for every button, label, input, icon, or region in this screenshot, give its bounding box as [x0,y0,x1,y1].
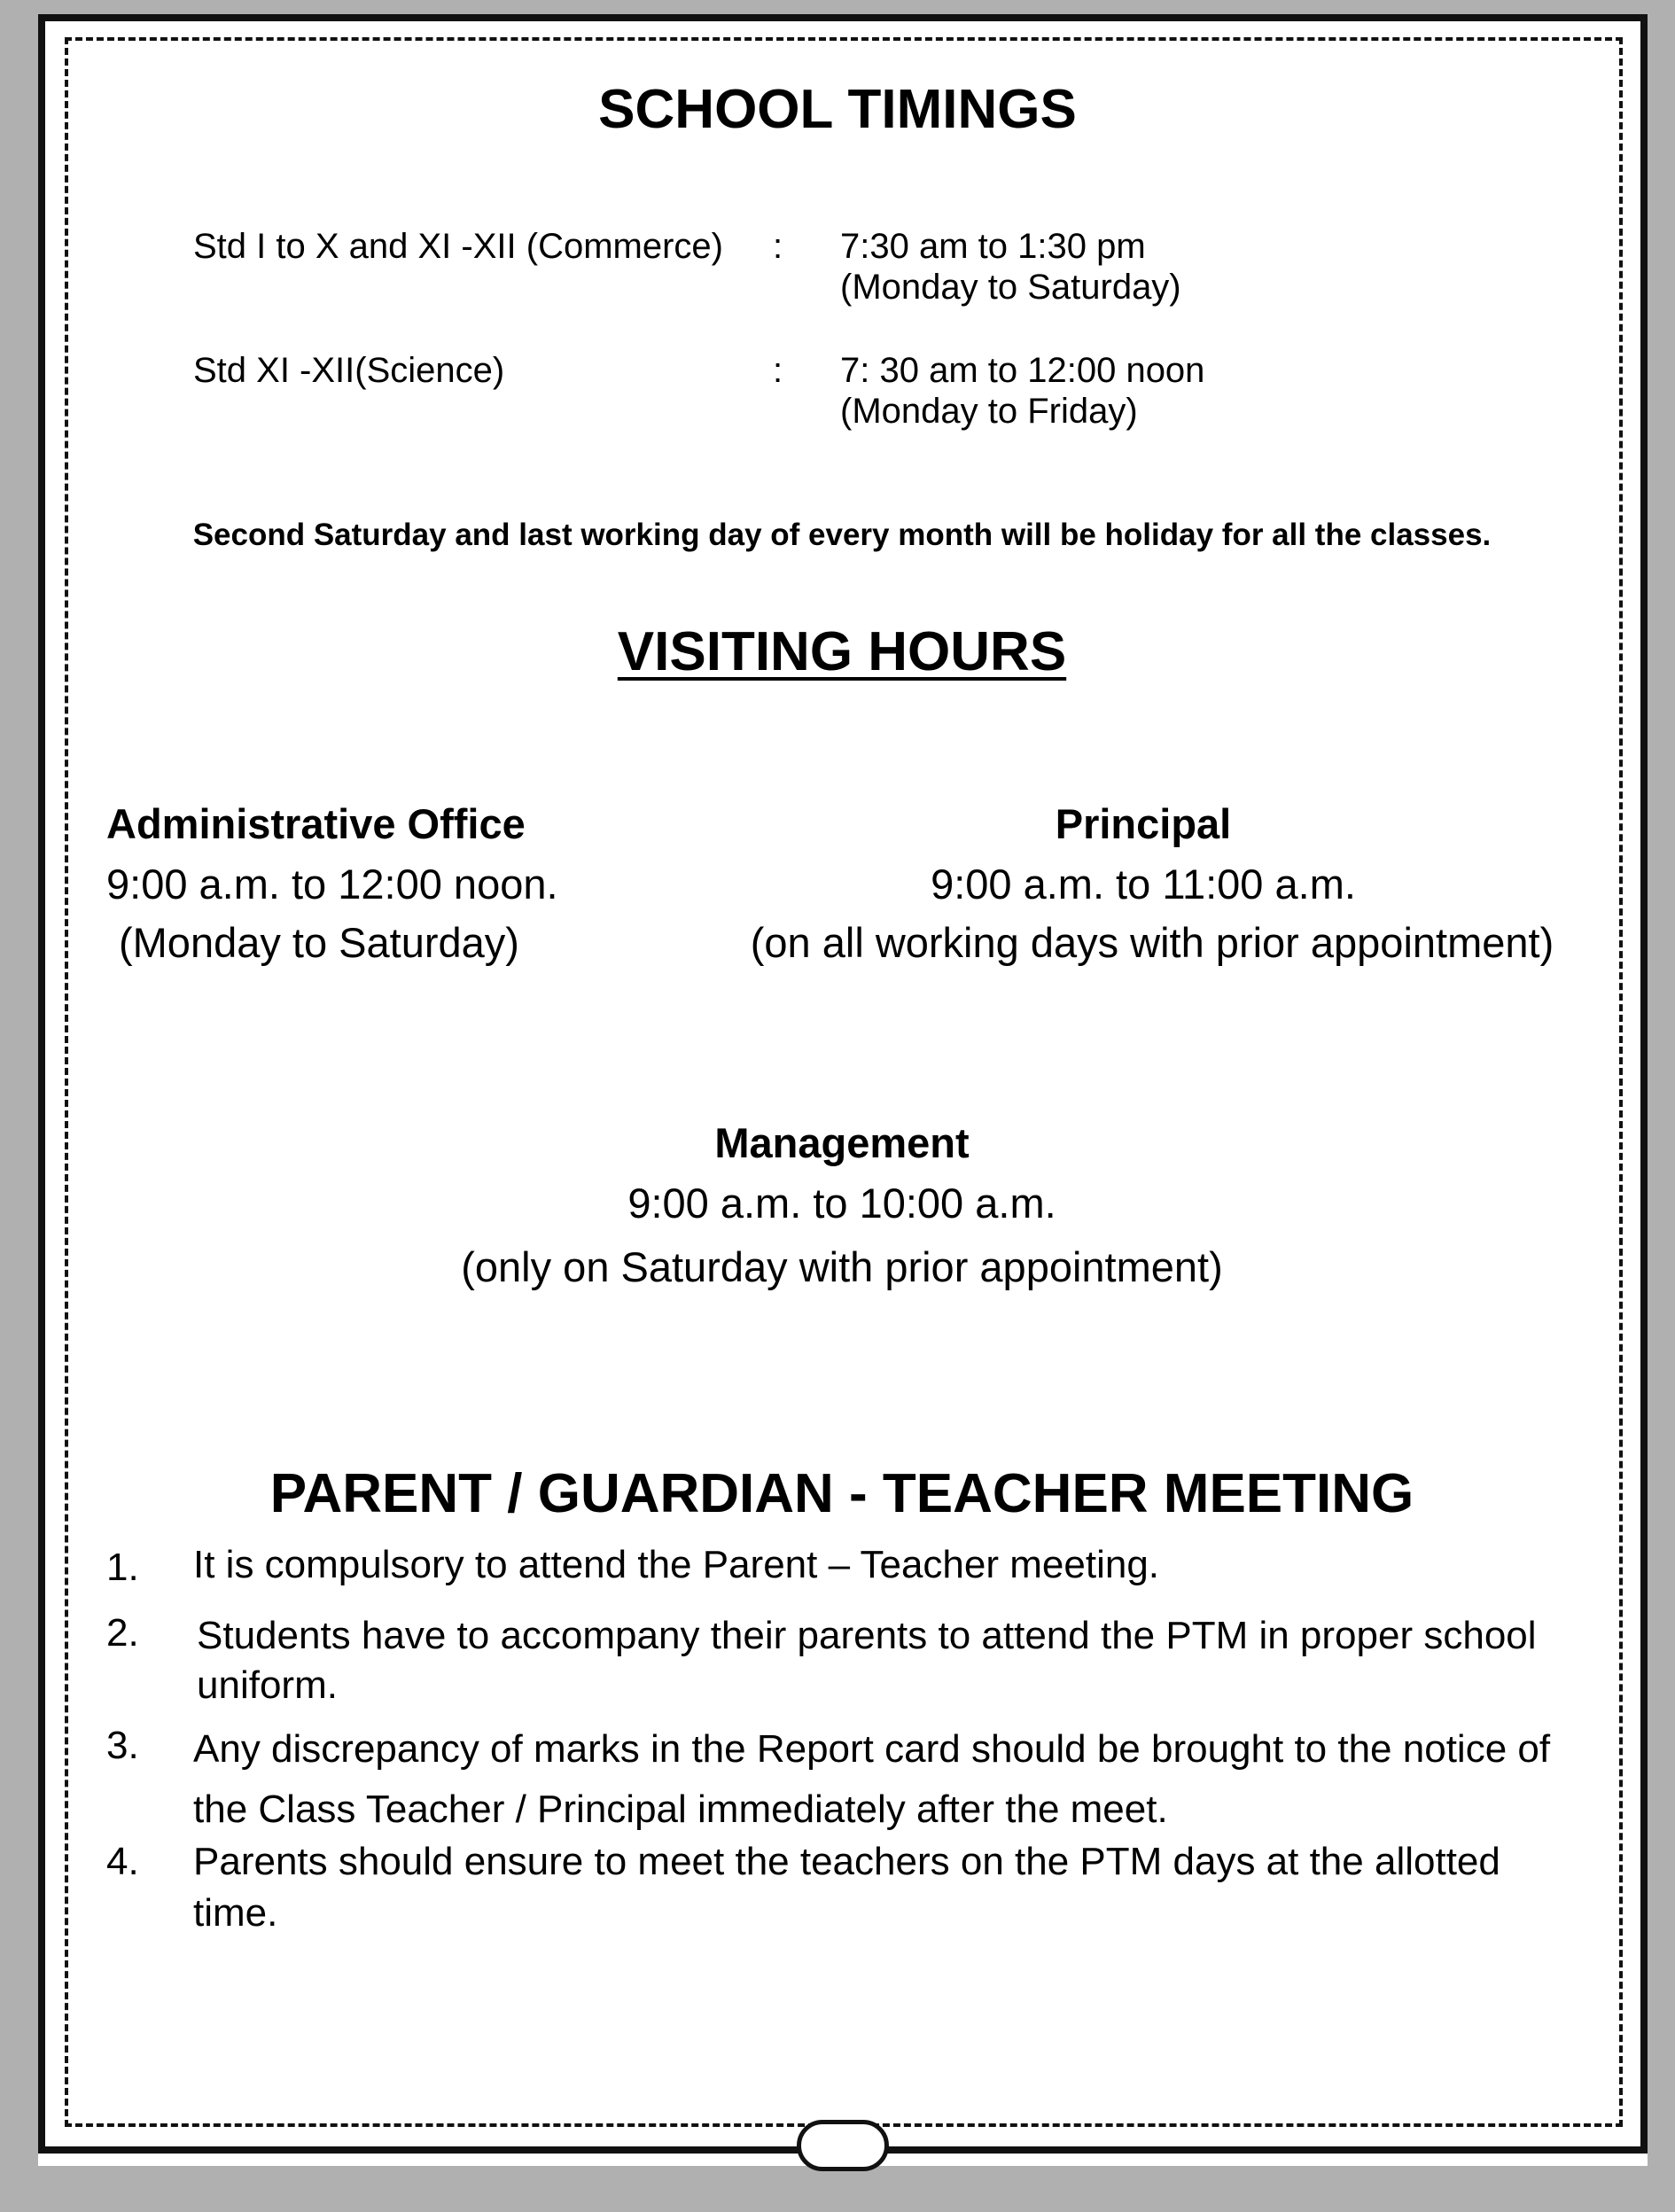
admin-office-heading: Administrative Office [106,800,526,847]
timing-row-2-label: Std XI -XII(Science) [193,351,505,390]
timing-row-1-separator: : [773,227,783,266]
ptm-item-1-text: It is compulsory to attend the Parent – Teacher meeting. [193,1543,1160,1586]
timing-row-1-days: (Monday to Saturday) [840,268,1181,307]
principal-days: (on all working days with prior appointment) [750,919,1554,966]
admin-office-time: 9:00 a.m. to 12:00 noon. [106,861,558,907]
ptm-item-4-number: 4. [106,1840,139,1883]
visiting-hours-title: VISITING HOURS [617,621,1067,682]
timing-row-2-time: 7: 30 am to 12:00 noon [840,351,1205,390]
principal-heading: Principal [1055,800,1232,847]
management-time: 9:00 a.m. to 10:00 a.m. [627,1180,1056,1227]
timing-row-2-separator: : [773,351,783,390]
ptm-title: PARENT / GUARDIAN - TEACHER MEETING [269,1463,1414,1524]
timing-row-1-label: Std I to X and XI -XII (Commerce) [193,227,723,266]
ptm-item-3-text: Any discrepancy of marks in the Report card should be brought to the notice of the Class Teacher / Principal immediately after the meet. [193,1727,1551,1831]
admin-office-days: (Monday to Saturday) [119,919,519,966]
principal-time: 9:00 a.m. to 11:00 a.m. [931,861,1356,907]
management-days: (only on Saturday with prior appointment) [461,1243,1223,1290]
ptm-item-3-number: 3. [106,1724,139,1767]
timing-row-1-time: 7:30 am to 1:30 pm [840,227,1146,266]
holiday-note: Second Saturday and last working day of every month will be holiday for all the classes. [192,518,1492,552]
school-timings-title: SCHOOL TIMINGS [598,79,1077,140]
management-heading: Management [714,1119,970,1166]
ptm-item-4-text: Parents should ensure to meet the teachers on the PTM days at the allotted time. [193,1840,1500,1935]
ptm-item-1-number: 1. [106,1546,139,1589]
ptm-item-2-text: Students have to accompany their parents to attend the PTM in proper school uniform. [197,1614,1537,1707]
timing-row-2-days: (Monday to Friday) [840,392,1138,431]
page-number-tab [797,2120,889,2171]
ptm-item-2-number: 2. [106,1611,139,1655]
